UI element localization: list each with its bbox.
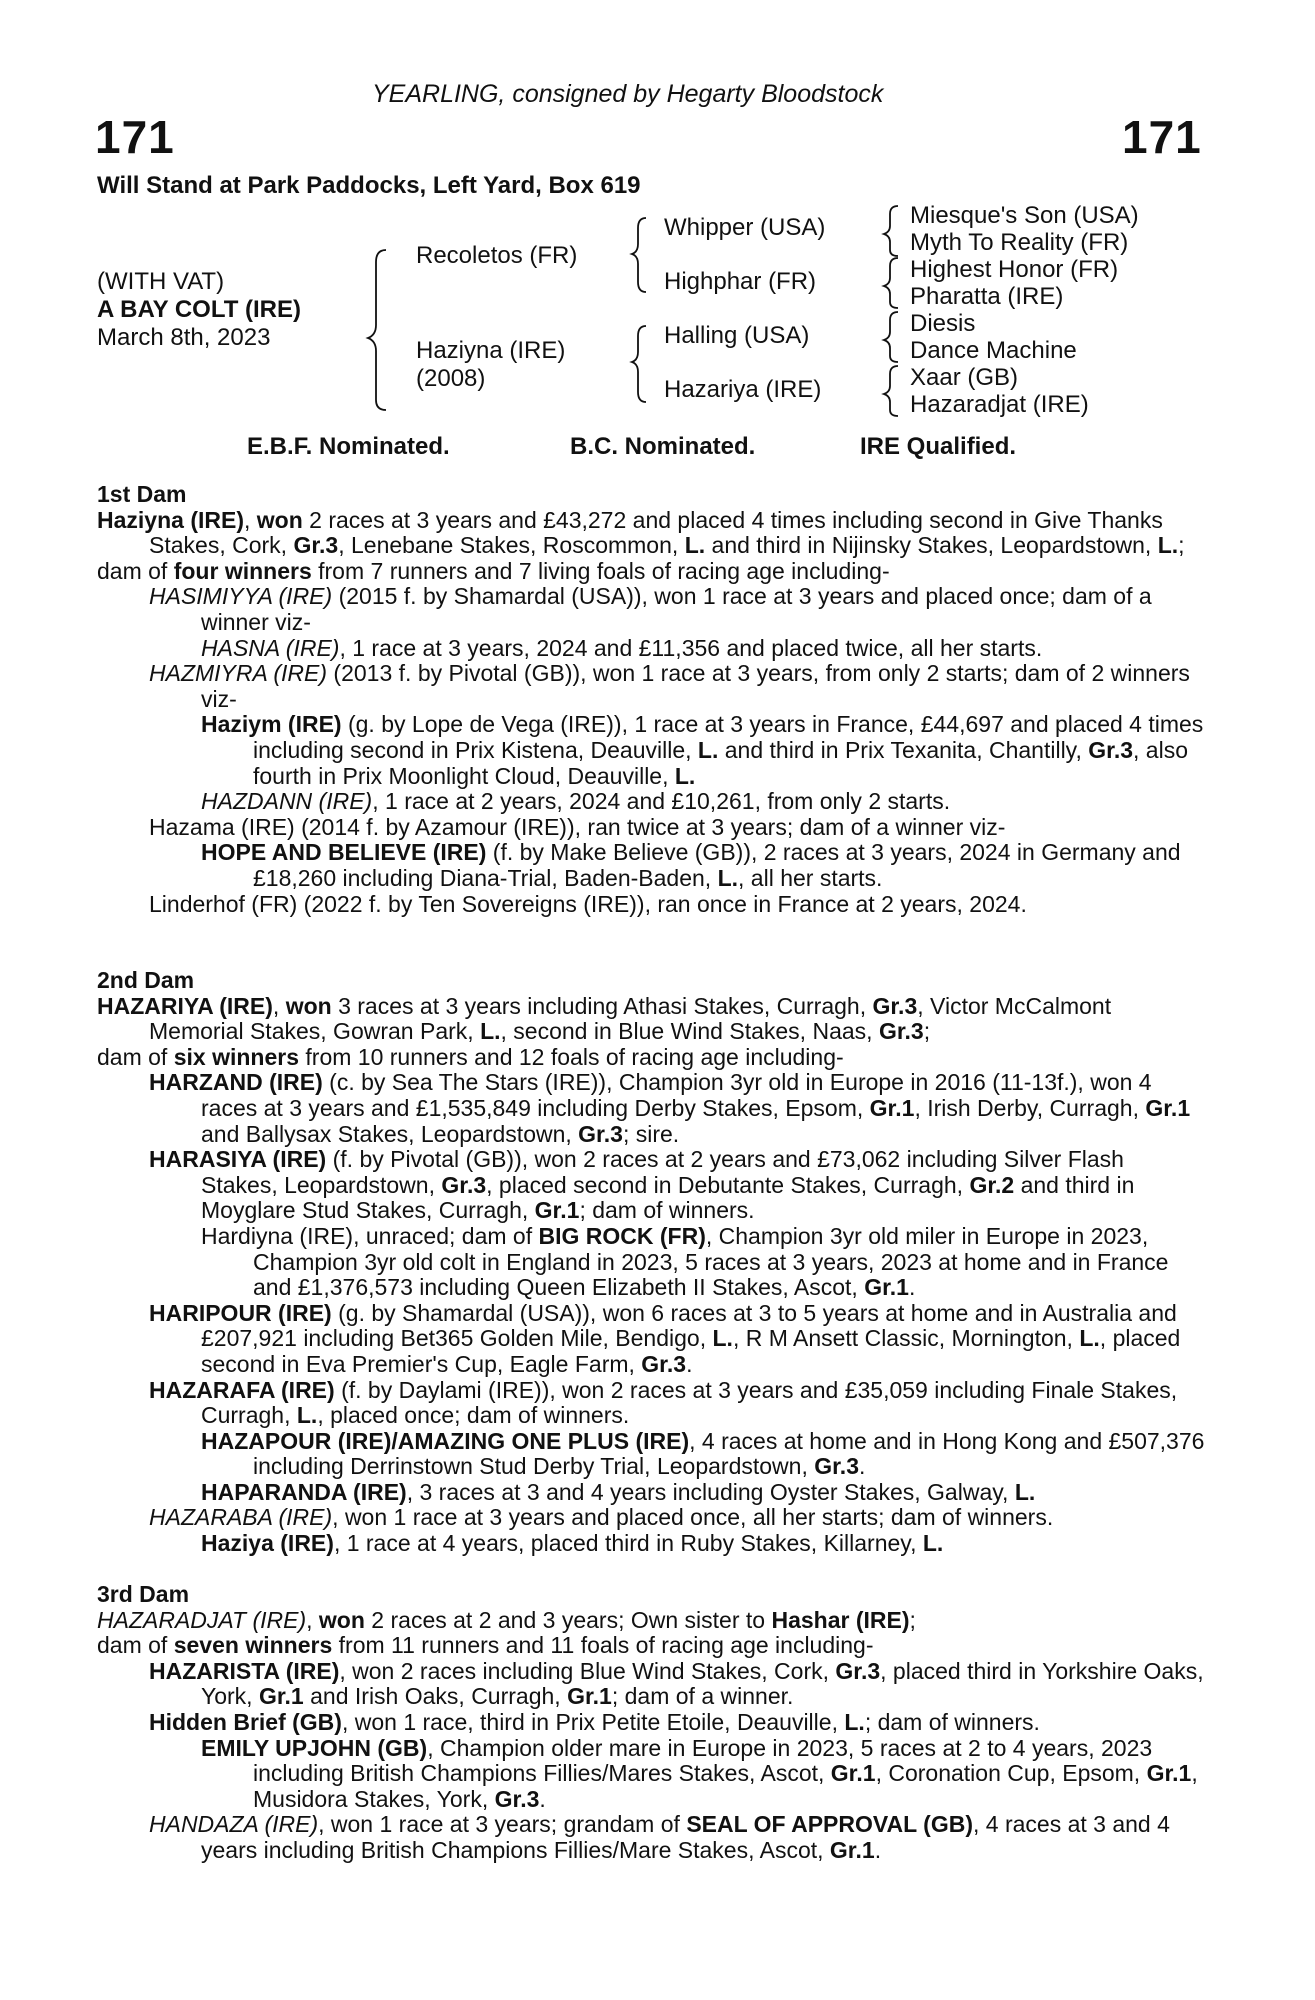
third-dam-heading: 3rd Dam: [97, 1581, 190, 1607]
ggs-1: Miesque's Son (USA): [910, 202, 1139, 229]
second-dam-produce: dam of six winners from 10 runners and 12 foals of racing age including-: [97, 1043, 844, 1070]
first-dam-section: [97, 482, 1207, 917]
list-item: HASIMIYYA (IRE) (2015 f. by Shamardal (USA)), won 1 race at 3 years and placed once; dam of a winner viz-: [149, 583, 1152, 635]
list-item: Hardiyna (IRE), unraced; dam of BIG ROCK (FR), Champion 3yr old miler in Europe in 2023, Champion 3yr old colt in England in 2023, 5 races at 3 years, 2023 at home and in France and £1,376,573 including Queen Elizabeth II Stakes, Ascot, Gr.1.: [201, 1222, 1169, 1301]
bc-nominated: B.C. Nominated.: [570, 433, 756, 460]
dam: Haziyna (IRE): [416, 337, 566, 364]
list-item: HAZARISTA (IRE), won 2 races including Blue Wind Stakes, Cork, Gr.3, placed third in Yorkshire Oaks, York, Gr.1 and Irish Oaks, Curragh, Gr.1; dam of a winner.: [149, 1657, 1204, 1710]
third-dam-record: HAZARADJAT (IRE), won 2 races at 2 and 3 years; Own sister to Hashar (IRE);: [97, 1606, 916, 1633]
third-dam-produce: dam of seven winners from 11 runners and 11 foals of racing age including-: [97, 1632, 874, 1659]
sire: Recoletos (FR): [416, 242, 578, 269]
consigned-by: YEARLING, consigned by Hegarty Bloodstock: [372, 80, 884, 108]
list-item: HAZMIYRA (IRE) (2013 f. by Pivotal (GB)), won 1 race at 3 years, from only 2 starts; dam of 2 winners viz-: [149, 660, 1190, 712]
lot-number-right: 171: [1122, 111, 1202, 163]
ebf-nominated: E.B.F. Nominated.: [247, 433, 450, 460]
list-item: HAZDANN (IRE), 1 race at 2 years, 2024 and £10,261, from only 2 starts.: [201, 788, 951, 815]
dam-sire: Halling (USA): [664, 322, 810, 349]
second-dam-record: HAZARIYA (IRE), won 3 races at 3 years including Athasi Stakes, Curragh, Gr.3, Victor McCalmont Memorial Stakes, Gowran Park, L., second in Blue Wind Stakes, Naas, Gr.3;: [97, 992, 1112, 1045]
list-item: HAZARABA (IRE), won 1 race at 3 years and placed once, all her starts; dam of winners.: [149, 1504, 1054, 1531]
list-item: HARASIYA (IRE) (f. by Pivotal (GB)), won 2 races at 2 years and £73,062 including Silver Flash Stakes, Leopardstown, Gr.3, placed second in Debutante Stakes, Curragh, Gr.2 and third in Moyglare Stud Stakes, Curragh, Gr.1; dam of winners.: [149, 1146, 1135, 1224]
ggs-3: Highest Honor (FR): [910, 256, 1119, 283]
first-dam-heading: 1st Dam: [97, 481, 187, 507]
lot-number-left: 171: [95, 111, 175, 163]
sire-dam: Highphar (FR): [664, 268, 817, 295]
list-item: EMILY UPJOHN (GB), Champion older mare in Europe in 2023, 5 races at 2 to 4 years, 2023 including British Champions Fillies/Mares Stakes, Ascot, Gr.1, Coronation Cup, Epsom, Gr.1, Musidora Stakes, York, Gr.3.: [201, 1734, 1198, 1812]
ggs-6: Dance Machine: [910, 337, 1077, 364]
list-item: Haziya (IRE), 1 race at 4 years, placed third in Ruby Stakes, Killarney, L.: [201, 1530, 944, 1557]
list-item: Linderhof (FR) (2022 f. by Ten Sovereigns (IRE)), ran once in France at 2 years, 2024.: [149, 890, 1027, 917]
vat-note: (WITH VAT): [97, 268, 225, 295]
ggs-7: Xaar (GB): [910, 364, 1019, 391]
list-item: Hidden Brief (GB), won 1 race, third in Prix Petite Etoile, Deauville, L.; dam of winners.: [149, 1708, 1040, 1735]
list-item: HAPARANDA (IRE), 3 races at 3 and 4 years including Oyster Stakes, Galway, L.: [201, 1478, 1036, 1505]
first-dam-produce: dam of four winners from 7 runners and 7 living foals of racing age including-: [97, 557, 890, 584]
dam-dam: Hazariya (IRE): [664, 376, 822, 403]
list-item: HOPE AND BELIEVE (IRE) (f. by Make Believe (GB)), 2 races at 3 years, 2024 in Germany and £18,260 including Diana-Trial, Baden-Baden, L., all her starts.: [201, 839, 1181, 891]
list-item: HANDAZA (IRE), won 1 race at 3 years; grandam of SEAL OF APPROVAL (GB), 4 races at 3 and 4 years including British Champions Fillies/Mare Stakes, Ascot, Gr.1.: [149, 1811, 1170, 1863]
list-item: HAZARAFA (IRE) (f. by Daylami (IRE)), won 2 races at 3 years and £35,059 including Finale Stakes, Curragh, L., placed once; dam of winners.: [149, 1376, 1178, 1429]
ggs-8: Hazaradjat (IRE): [910, 391, 1089, 418]
list-item: HAZAPOUR (IRE)/AMAZING ONE PLUS (IRE), 4 races at home and in Hong Kong and £507,376 including Derrinstown Stud Derby Trial, Leopardstown, Gr.3.: [201, 1427, 1205, 1480]
foaling-date: March 8th, 2023: [97, 324, 271, 351]
list-item: HASNA (IRE), 1 race at 3 years, 2024 and £11,356 and placed twice, all her starts.: [201, 634, 1043, 661]
ggs-5: Diesis: [910, 310, 976, 337]
ire-qualified: IRE Qualified.: [860, 433, 1017, 460]
stand-location: Will Stand at Park Paddocks, Left Yard, Box 619: [97, 172, 641, 199]
ggs-2: Myth To Reality (FR): [910, 229, 1129, 256]
horse-name: A BAY COLT (IRE): [97, 296, 302, 323]
ggs-4: Pharatta (IRE): [910, 283, 1064, 310]
second-dam-section: [97, 968, 1207, 1557]
list-item: Haziym (IRE) (g. by Lope de Vega (IRE)), 1 race at 3 years in France, £44,697 and placed 4 times including second in Prix Kistena, Deauville, L. and third in Prix Texanita, Chantilly, Gr.3, also fourth in Prix Moonlight Cloud, Deauville, L.: [201, 711, 1204, 789]
third-dam-section: [97, 1582, 1207, 1864]
list-item: Hazama (IRE) (2014 f. by Azamour (IRE)), ran twice at 3 years; dam of a winner viz-: [149, 813, 1006, 840]
second-dam-heading: 2nd Dam: [97, 967, 195, 993]
sire-sire: Whipper (USA): [664, 214, 826, 241]
dam-year: (2008): [416, 365, 486, 392]
first-dam-record: Haziyna (IRE), won 2 races at 3 years and £43,272 and placed 4 times including second in Give Thanks Stakes, Cork, Gr.3, Lenebane Stakes, Roscommon, L. and third in Nijinsky Stakes, Leopardstown, L.;: [97, 506, 1185, 559]
list-item: HARIPOUR (IRE) (g. by Shamardal (USA)), won 6 races at 3 to 5 years at home and in Australia and £207,921 including Bet365 Golden Mile, Bendigo, L., R M Ansett Classic, Mornington, L., placed second in Eva Premier's Cup, Eagle Farm, Gr.3.: [149, 1299, 1181, 1377]
list-item: HARZAND (IRE) (c. by Sea The Stars (IRE)), Champion 3yr old in Europe in 2016 (11-13f.), won 4 races at 3 years and £1,535,849 including Derby Stakes, Epsom, Gr.1, Irish Derby, Curragh, Gr.1 and Ballysax Stakes, Leopardstown, Gr.3; sire.: [149, 1069, 1191, 1147]
